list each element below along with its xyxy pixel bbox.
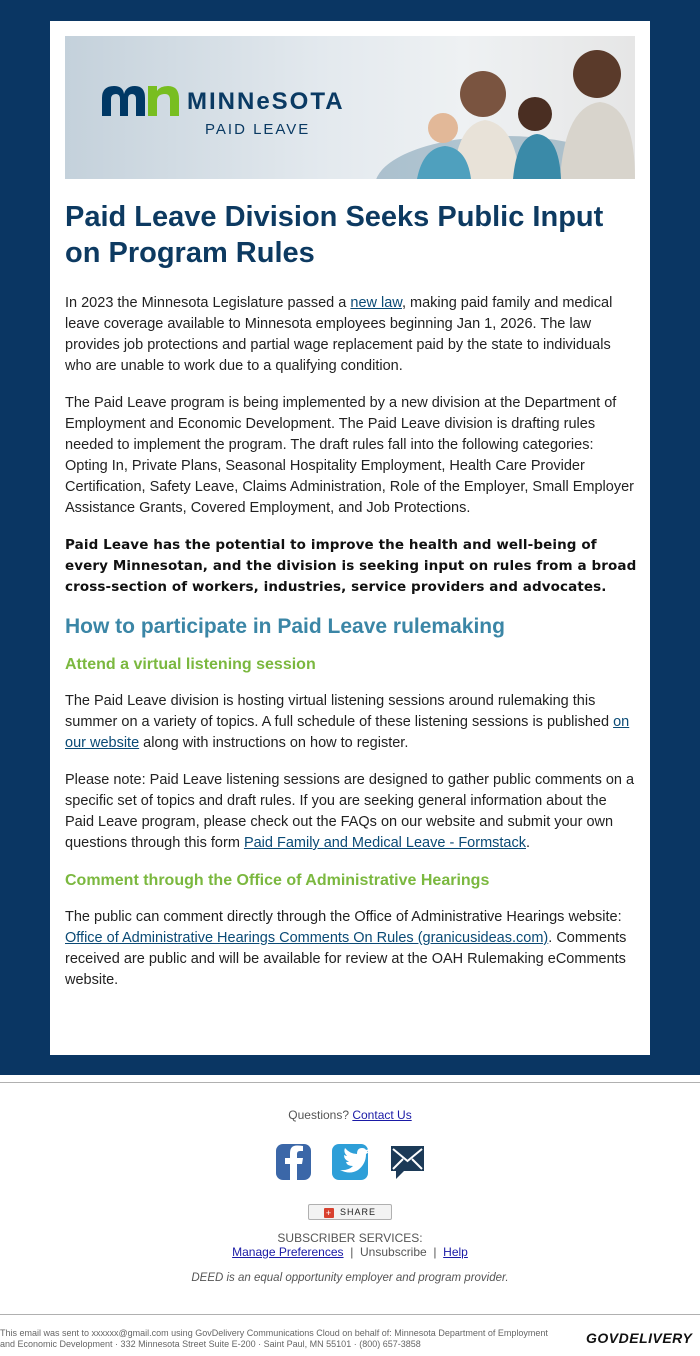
formstack-link[interactable]: Paid Family and Medical Leave - Formstack [243,835,526,851]
paragraph-intro [65,293,637,377]
email-card [50,21,650,1055]
help-link[interactable]: Help [443,1245,468,1259]
subscriber-links [0,1245,700,1259]
text: . Comments received are public and will be available for review at the OAH Rulemaking eComments website. [65,930,627,988]
text: Please note: Paid Leave listening sessions are designed to gather public comments on a specific set of topics and draft rules. If you are seeking general information about the Paid Leave program, please check out the FAQs on our website and submit your own questions through this form [65,772,635,851]
mn-logo-icon [102,86,179,116]
divider [0,1082,700,1083]
separator: | [350,1245,354,1259]
contact-us-link[interactable]: Contact Us [352,1108,412,1122]
subscriber-services-title: SUBSCRIBER SERVICES: [277,1231,423,1245]
manage-preferences-link[interactable]: Manage Preferences [232,1245,344,1259]
divider-bottom [0,1314,700,1315]
text: . [526,835,531,851]
article-title: Paid Leave Division Seeks Public Input on Program Rules [65,201,604,269]
brand-subtitle: PAID LEAVE [205,121,311,138]
equal-opportunity-statement: DEED is an equal opportunity employer and program provider. [191,1272,509,1284]
text: The Paid Leave division is hosting virtual listening sessions around rulemaking this summer on a variety of topics. A full schedule of these listening sessions is published [65,693,614,730]
new-law-link[interactable]: new law [350,295,402,311]
oah-comments-link[interactable]: Office of Administrative Hearings Comments On Rules (granicusideas.com) [65,930,549,946]
family-photo [65,36,635,179]
text: The public can comment directly through the Office of Administrative Hearings website: [65,909,622,925]
subheading-listening: Attend a virtual listening session [65,656,316,673]
email-icon[interactable] [391,1146,424,1179]
paragraph-highlight: Paid Leave has the potential to improve the health and well-being of every Minnesotan, and the division is seeking input on rules from a broad cross-section of workers, industries, service providers and advocates. [65,537,637,595]
share-button[interactable] [308,1204,392,1220]
paragraph-listening [65,691,637,754]
paragraph-note [65,770,637,854]
text: , making paid family and medical leave coverage available to Minnesota employees beginning Jan 1, 2026. The law provides job protections and partial wage replacement paid by the state to individuals who are unable to work due to a qualifying condition. [65,295,613,374]
paragraph-program: The Paid Leave program is being implemented by a new division at the Department of Employment and Economic Development. The Paid Leave division is drafting rules needed to implement the program. The draft rules fall into the following categories: Opting In, Private Plans, Seasonal Hospitality Employment, Health Care Provider Certification, Safety Leave, Claims Administration, Role of the Employer, Small Employer Assistance Grants, Covered Employment, and Job Protections. [65,395,634,516]
separator: | [433,1245,437,1259]
website-link[interactable]: on our website [65,714,630,751]
brand-name: MINNeSOTA [187,88,345,115]
plus-icon: + [325,1207,333,1218]
article-content [65,199,637,1007]
unsubscribe-link[interactable]: Unsubscribe [360,1245,427,1259]
questions-text: Questions? [288,1108,349,1122]
hero-banner [65,36,635,179]
facebook-icon[interactable] [276,1144,311,1180]
questions-line [0,1108,700,1122]
section-heading: How to participate in Paid Leave rulemaking [65,615,505,638]
share-label: SHARE [339,1207,376,1217]
text: along with instructions on how to register. [139,735,409,751]
text: In 2023 the Minnesota Legislature passed a [65,295,351,311]
fine-print: This email was sent to xxxxxx@gmail.com using GovDelivery Communications Cloud on behalf of: Minnesota Department of Employment and Economic Development · 332 Minnesota Street Suite E-200 · Saint Paul, MN 55101 · (800) 657-3858 [0,1328,548,1349]
paragraph-comment [65,907,637,991]
subheading-comment: Comment through the Office of Administrative Hearings [65,872,490,889]
social-icons [0,1142,700,1182]
twitter-icon[interactable] [332,1144,369,1180]
govdelivery-logo[interactable]: GOVDELIVERY [586,1330,693,1346]
